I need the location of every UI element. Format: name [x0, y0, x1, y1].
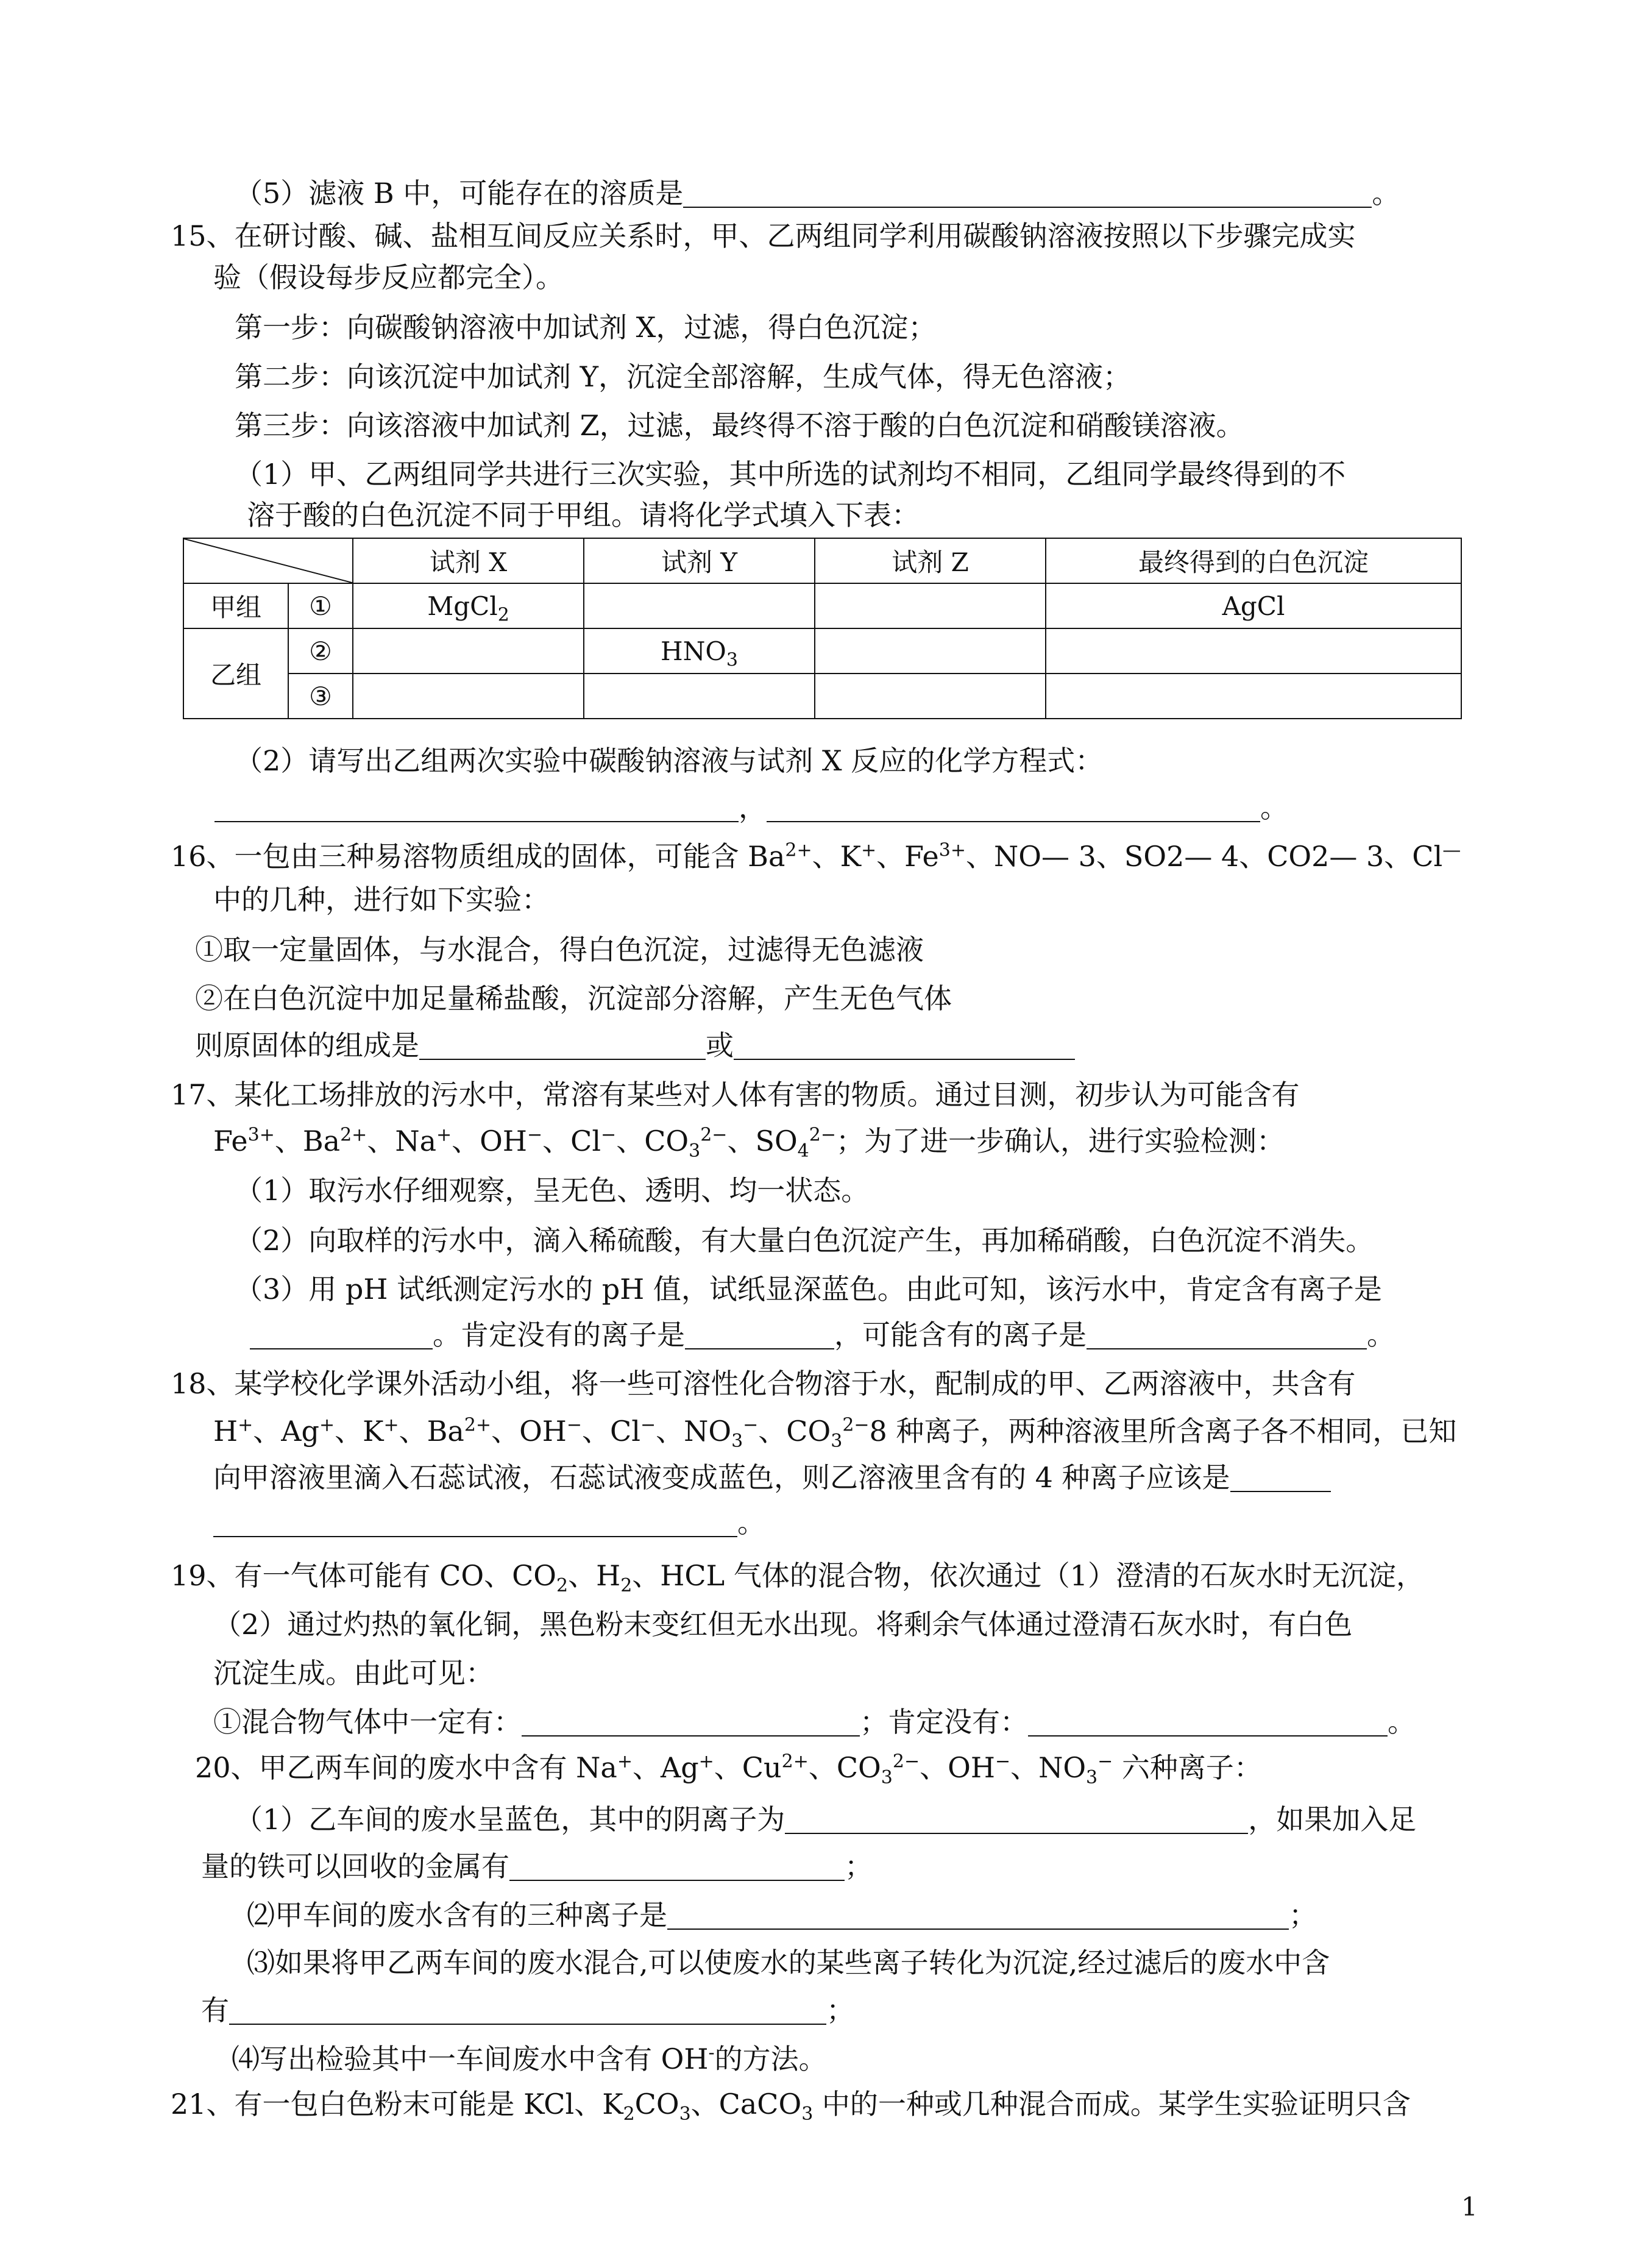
answer-blank[interactable] [229, 1999, 826, 2025]
answer-blank[interactable] [683, 182, 1372, 208]
diagonal-line [184, 539, 352, 583]
q18-line3: 向甲溶液里滴入石蕊试液，石蕊试液变成蓝色，则乙溶液里含有的 4 种离子应该是 [213, 1459, 1331, 1496]
cell-z[interactable] [815, 628, 1046, 674]
q20-part3: ⑶如果将甲乙两车间的废水混合,可以使废水的某些离子转化为沉淀,经过滤后的废水中含 [247, 1946, 1330, 1979]
row-number: ② [288, 628, 353, 674]
q17-line1: 17、某化工场排放的污水中，常溶有某些对人体有害的物质。通过目测，初步认为可能含有 [171, 1078, 1300, 1111]
answer-blank[interactable] [509, 1855, 845, 1881]
q20-part4: ⑷写出检验其中一车间废水中含有 OH-的方法。 [232, 2042, 827, 2075]
group-yi-label: 乙组 [183, 628, 288, 719]
answer-blank[interactable] [1230, 1466, 1331, 1492]
q21-line1: 21、有一包白色粉末可能是 KCl、$K_2CO_3$、CaCO$_3$ 中的一种或几种混合而成。某学生实验证明只含 [171, 2088, 1411, 2125]
row-number: ③ [288, 674, 353, 719]
cell-y[interactable] [584, 583, 815, 628]
q15-part2: （2）请写出乙组两次实验中碳酸钠溶液与试剂 X 反应的化学方程式： [235, 744, 1104, 777]
header-reagent-z: 试剂 Z [815, 538, 1046, 583]
q14-part5: （5）滤液 B 中，可能存在的溶质是 。 [235, 177, 1400, 210]
cell-y[interactable] [584, 674, 815, 719]
q19-line3: 沉淀生成。由此可见： [213, 1657, 494, 1690]
q15-step3: 第三步：向该溶液中加试剂 Z，过滤，最终得不溶于酸的白色沉淀和硝酸镁溶液。 [235, 409, 1244, 442]
answer-blank[interactable] [734, 1034, 1075, 1060]
q17-part3: （3）用 pH 试纸测定污水的 pH 值，试纸显深蓝色。由此可知，该污水中，肯定含有离子是 [235, 1273, 1382, 1306]
q15-part1-line2: 溶于酸的白色沉淀不同于甲组。请将化学式填入下表： [247, 499, 920, 531]
answer-blank[interactable] [667, 1904, 1289, 1930]
page-number: 1 [1461, 2192, 1478, 2222]
q20-part2: ⑵甲车间的废水含有的三种离子是 ； [247, 1899, 1317, 1932]
header-final-precipitate: 最终得到的白色沉淀 [1046, 538, 1461, 583]
answer-blank[interactable] [250, 1324, 433, 1349]
q16-line1: 16、一包由三种易溶物质组成的固体，可能含 $Ba^{2+}$、K+、$Fe^{3+}$、NO— 3、SO2— 4、CO2— 3、Cl— [171, 839, 1461, 873]
answer-blank[interactable] [213, 1512, 737, 1537]
cell-result[interactable]: AgCl [1046, 583, 1461, 628]
cell-x[interactable] [353, 628, 584, 674]
q16-step3: 则原固体的组成是 或 [195, 1027, 1075, 1064]
q20-part1: （1）乙车间的废水呈蓝色，其中的阴离子为 ，如果加入足 [235, 1803, 1417, 1836]
answer-blank[interactable] [785, 1808, 1248, 1834]
answer-blank[interactable] [522, 1711, 860, 1737]
table-row [183, 628, 1461, 674]
table-row [183, 583, 1461, 628]
q20-part1-cont: 量的铁可以回收的金属有 ； [201, 1850, 873, 1883]
q15-part1-line1: （1）甲、乙两组同学共进行三次实验，其中所选的试剂均不相同，乙组同学最终得到的不 [235, 458, 1346, 491]
cell-z[interactable] [815, 674, 1046, 719]
q15-line2: 验（假设每步反应都完全）。 [213, 261, 564, 294]
q19-line2: （2）通过灼热的氧化铜，黑色粉末变红但无水出现。将剩余气体通过澄清石灰水时，有白色 [213, 1608, 1353, 1641]
q18-answer: 。 [213, 1504, 765, 1541]
answer-blank[interactable] [419, 1034, 706, 1060]
q20-part3-cont: 有 ； [201, 1994, 854, 2027]
cell-z[interactable] [815, 583, 1046, 628]
q20-line1: 20、甲乙两车间的废水中含有 Na+、Ag+、$Cu^{2+}$、$CO_3^{2-}$、OH−、$NO_3^-$ 六种离子： [195, 1751, 1262, 1789]
cell-y[interactable]: $HNO_3$ [584, 628, 815, 674]
answer-blank[interactable] [685, 1324, 834, 1349]
answer-blank[interactable] [214, 797, 739, 822]
q16-step2: ②在白色沉淀中加足量稀盐酸，沉淀部分溶解，产生无色气体 [195, 982, 952, 1015]
q15-step2: 第二步：向该沉淀中加试剂 Y，沉淀全部溶解，生成气体，得无色溶液； [235, 360, 1131, 393]
q17-ions-line: $Fe^{3+}$、$Ba^{2+}$、Na+、OH−、Cl−、$CO_3^{2-}$、$SO_4^{2-}$；为了进一步确认，进行实验检测： [213, 1124, 1285, 1162]
cell-result[interactable] [1046, 628, 1461, 674]
answer-blank[interactable] [1028, 1711, 1388, 1737]
q17-part3-answer: 。肯定没有的离子是 ，可能含有的离子是 。 [250, 1317, 1395, 1353]
answer-blank[interactable] [767, 797, 1260, 822]
q18-ions-line: H+、Ag+、K+、$Ba^{2+}$、OH−、Cl−、$NO_3^-$、$CO_3^{2-}8$ 种离子，两种溶液里所含离子各不相同，已知 [213, 1414, 1457, 1452]
q19-line4: ①混合物气体中一定有： ；肯定没有： 。 [213, 1705, 1416, 1738]
header-reagent-y: 试剂 Y [584, 538, 815, 583]
q15-part2-answer: ， 。 [214, 789, 1288, 826]
cell-result[interactable] [1046, 674, 1461, 719]
reagent-table [183, 538, 1462, 719]
table-row [183, 674, 1461, 719]
cell-x[interactable] [353, 674, 584, 719]
q16-step1: ①取一定量固体，与水混合，得白色沉淀，过滤得无色滤液 [195, 933, 924, 966]
header-reagent-x: 试剂 X [353, 538, 584, 583]
table-corner-cell [183, 538, 353, 583]
q15-line1: 15、在研讨酸、碱、盐相互间反应关系时，甲、乙两组同学利用碳酸钠溶液按照以下步骤完成实 [171, 219, 1356, 252]
row-number: ① [288, 583, 353, 628]
answer-blank[interactable] [1087, 1324, 1367, 1349]
q19-line1: 19、有一气体可能有 CO、$CO_2$、$H_2$、HCL 气体的混合物，依次通过（1）澄清的石灰水时无沉淀， [171, 1559, 1425, 1597]
q17-part1: （1）取污水仔细观察，呈无色、透明、均一状态。 [235, 1174, 870, 1207]
q18-line1: 18、某学校化学课外活动小组，将一些可溶性化合物溶于水，配制成的甲、乙两溶液中，共含有 [171, 1367, 1356, 1400]
q16-line2: 中的几种，进行如下实验： [213, 883, 550, 916]
group-jia-label: 甲组 [183, 583, 288, 628]
q17-part2: （2）向取样的污水中，滴入稀硫酸，有大量白色沉淀产生，再加稀硝酸，白色沉淀不消失。 [235, 1224, 1374, 1257]
q15-step1: 第一步：向碳酸钠溶液中加试剂 X，过滤，得白色沉淀； [235, 311, 937, 344]
cell-x[interactable]: MgCl$_2$ [353, 583, 584, 628]
